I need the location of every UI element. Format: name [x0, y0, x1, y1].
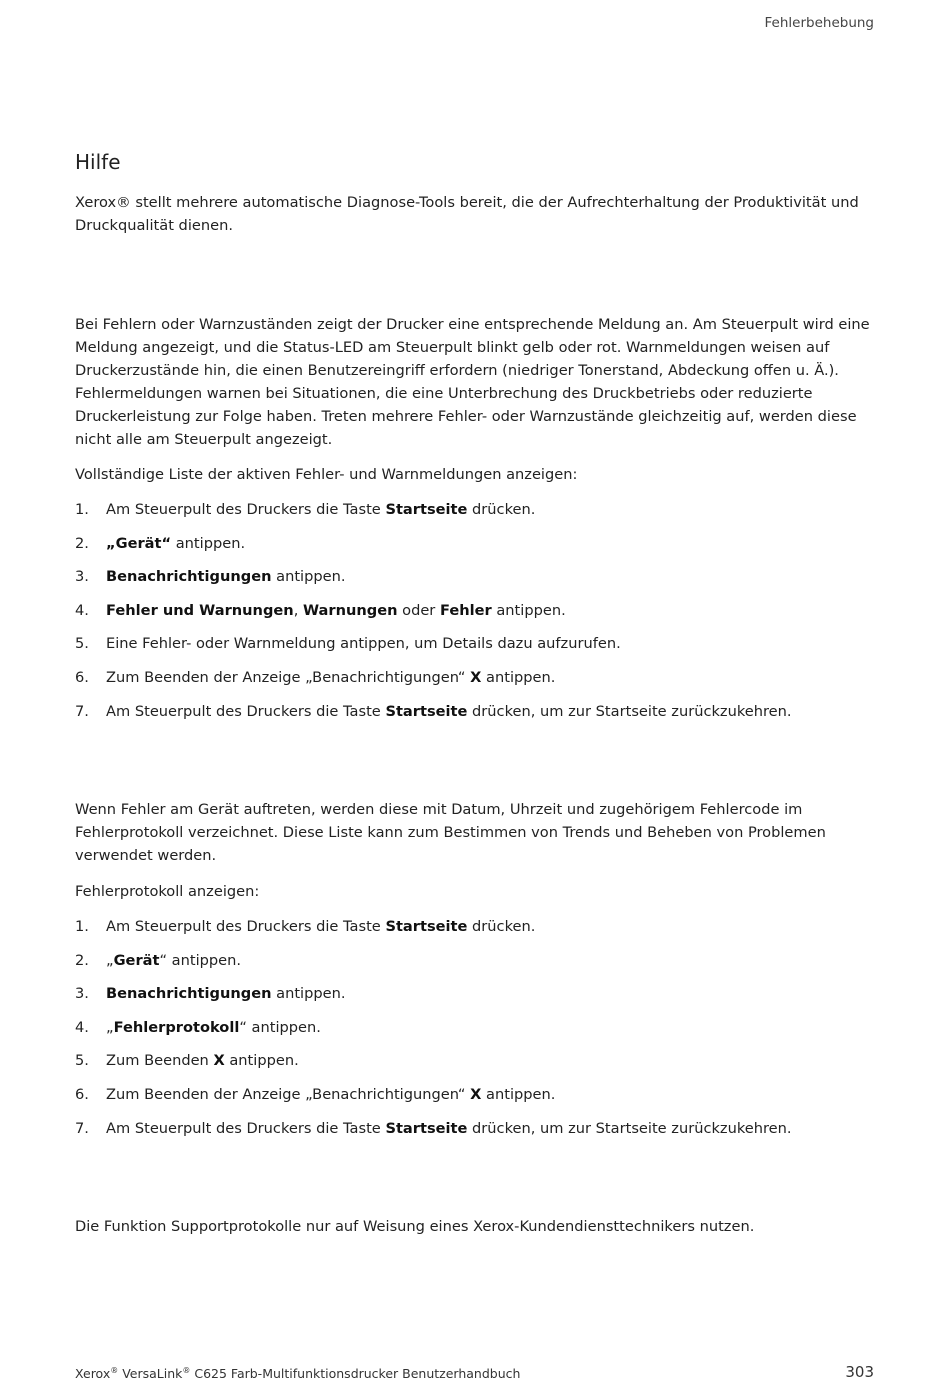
step-fragment: drücken, um zur Startseite zurückzukehren. — [467, 702, 792, 720]
step-text — [106, 982, 346, 1005]
step-text — [106, 1083, 555, 1106]
ui-term: Fehlerprotokoll — [113, 1018, 240, 1036]
step-text — [106, 632, 621, 655]
list-item — [75, 565, 880, 599]
step-fragment: oder — [397, 601, 440, 619]
registered-mark: ® — [110, 1366, 119, 1375]
messages-lead: Vollständige Liste der aktiven Fehler- und Warnmeldungen anzeigen: — [75, 466, 578, 483]
step-fragment: drücken. — [467, 918, 536, 935]
list-item — [75, 666, 880, 700]
step-fragment: Zum Beenden — [106, 1052, 214, 1070]
list-item — [75, 632, 880, 666]
errorlog-description: Wenn Fehler am Gerät auftreten, werden diese mit Datum, Uhrzeit und zugehörigem Fehlercode im Fehlerprotokoll verzeichnet. Diese Liste kann zum Bestimmen von Trends und Beheben von Problemen verwendet werden. — [75, 801, 826, 864]
list-item — [75, 1016, 880, 1050]
step-number: 1. — [75, 918, 89, 935]
step-number: 7. — [75, 702, 89, 720]
step-number: 7. — [75, 1119, 89, 1137]
ui-term: „Gerät“ — [106, 534, 172, 552]
list-item — [75, 982, 880, 1016]
step-number: 5. — [75, 1052, 89, 1070]
step-text — [106, 1049, 299, 1072]
ui-term: Startseite — [385, 702, 468, 720]
list-item — [75, 949, 880, 983]
step-number: 2. — [75, 534, 89, 552]
ui-term: Benachrichtigungen — [106, 985, 272, 1003]
step-fragment: Am Steuerpult des Druckers die Taste — [106, 702, 386, 720]
step-fragment: Am Steuerpult des Druckers die Taste — [106, 918, 386, 935]
ui-term: Gerät — [113, 951, 160, 969]
step-fragment: antippen. — [491, 601, 566, 619]
step-text — [106, 599, 566, 622]
step-number: 1. — [75, 501, 89, 518]
messages-steps — [75, 498, 880, 733]
section-title: Hilfe — [75, 150, 121, 174]
step-fragment: Zum Beenden der Anzeige „Benachrichtigungen“ — [106, 1085, 471, 1103]
step-text — [106, 565, 346, 588]
step-fragment: Eine Fehler- oder Warnmeldung antippen, um Details dazu aufzurufen. — [106, 635, 621, 653]
step-fragment: antippen. — [271, 985, 346, 1003]
step-text — [106, 915, 535, 938]
step-fragment: , — [293, 601, 303, 619]
step-fragment: antippen. — [271, 568, 346, 586]
step-text — [106, 1117, 792, 1140]
step-fragment: antippen. — [481, 668, 556, 686]
errorlog-lead: Fehlerprotokoll anzeigen: — [75, 883, 260, 900]
step-number: 4. — [75, 1018, 89, 1036]
ui-term: X — [213, 1052, 225, 1070]
step-fragment: drücken. — [467, 501, 536, 518]
footer-product-title — [75, 1366, 520, 1381]
step-fragment: „ — [106, 1018, 114, 1036]
step-number: 5. — [75, 635, 89, 653]
step-fragment: drücken, um zur Startseite zurückzukehren. — [467, 1119, 792, 1137]
step-number: 4. — [75, 601, 89, 619]
list-item — [75, 1083, 880, 1117]
list-item — [75, 498, 880, 532]
support-note: Die Funktion Supportprotokolle nur auf Weisung eines Xerox-Kundendiensttechnikers nutzen. — [75, 1218, 755, 1235]
step-fragment: antippen. — [224, 1052, 299, 1070]
ui-term: Fehler und Warnungen — [106, 601, 294, 619]
footer-brand: Xerox — [75, 1366, 111, 1382]
step-fragment: antippen. — [481, 1085, 556, 1103]
list-item — [75, 599, 880, 633]
step-fragment: „ — [106, 951, 114, 969]
step-text — [106, 666, 555, 689]
step-fragment: antippen. — [171, 534, 246, 552]
step-fragment: “ antippen. — [159, 951, 242, 969]
step-text — [106, 949, 241, 972]
step-text — [106, 498, 535, 521]
list-item — [75, 700, 880, 734]
ui-term: Startseite — [385, 918, 468, 935]
ui-term: X — [470, 668, 482, 686]
step-fragment: “ antippen. — [239, 1018, 321, 1036]
step-text — [106, 532, 245, 555]
step-fragment: Am Steuerpult des Druckers die Taste — [106, 1119, 386, 1137]
running-header: Fehlerbehebung — [764, 15, 874, 31]
ui-term: Startseite — [385, 501, 468, 518]
step-number: 3. — [75, 568, 89, 586]
step-number: 6. — [75, 668, 89, 686]
ui-term: Benachrichtigungen — [106, 568, 272, 586]
ui-term: Startseite — [385, 1119, 468, 1137]
errorlog-steps — [75, 915, 880, 1150]
footer-product: VersaLink — [118, 1366, 183, 1382]
step-fragment: Zum Beenden der Anzeige „Benachrichtigungen“ — [106, 668, 471, 686]
step-text — [106, 700, 792, 723]
step-fragment: Am Steuerpult des Druckers die Taste — [106, 501, 386, 518]
step-number: 6. — [75, 1085, 89, 1103]
step-text — [106, 1016, 321, 1039]
ui-term: Fehler — [439, 601, 492, 619]
messages-description: Bei Fehlern oder Warnzuständen zeigt der Drucker eine entsprechende Meldung an. Am Steuerpult wird eine Meldung angezeigt, und die Status-LED am Steuerpult blinkt gelb oder rot. Warnmeldungen weisen auf Druckerzustände hin, die einen Benutzereingriff erfordern (niedriger Tonerstand, Abdeckung offen u. Ä.). Fehlermeldungen warnen bei Situationen, die eine Unterbrechung des Druckbetriebs oder reduzierte Druckerleistung zur Folge haben. Treten mehrere Fehler- oder Warnzustände gleichzeitig auf, werden diese nicht alle am Steuerpult angezeigt. — [75, 316, 870, 448]
list-item — [75, 532, 880, 566]
list-item — [75, 1117, 880, 1151]
list-item — [75, 1049, 880, 1083]
registered-mark: ® — [182, 1366, 191, 1375]
help-intro: Xerox® stellt mehrere automatische Diagnose-Tools bereit, die der Aufrechterhaltung der Produktivität und Druckqualität dienen. — [75, 194, 859, 234]
step-number: 2. — [75, 951, 89, 969]
step-number: 3. — [75, 985, 89, 1003]
page-number: 303 — [845, 1363, 874, 1381]
ui-term: Warnungen — [302, 601, 398, 619]
ui-term: X — [470, 1085, 482, 1103]
footer-model: C625 Farb-Multifunktionsdrucker Benutzerhandbuch — [190, 1366, 521, 1382]
list-item — [75, 915, 880, 949]
